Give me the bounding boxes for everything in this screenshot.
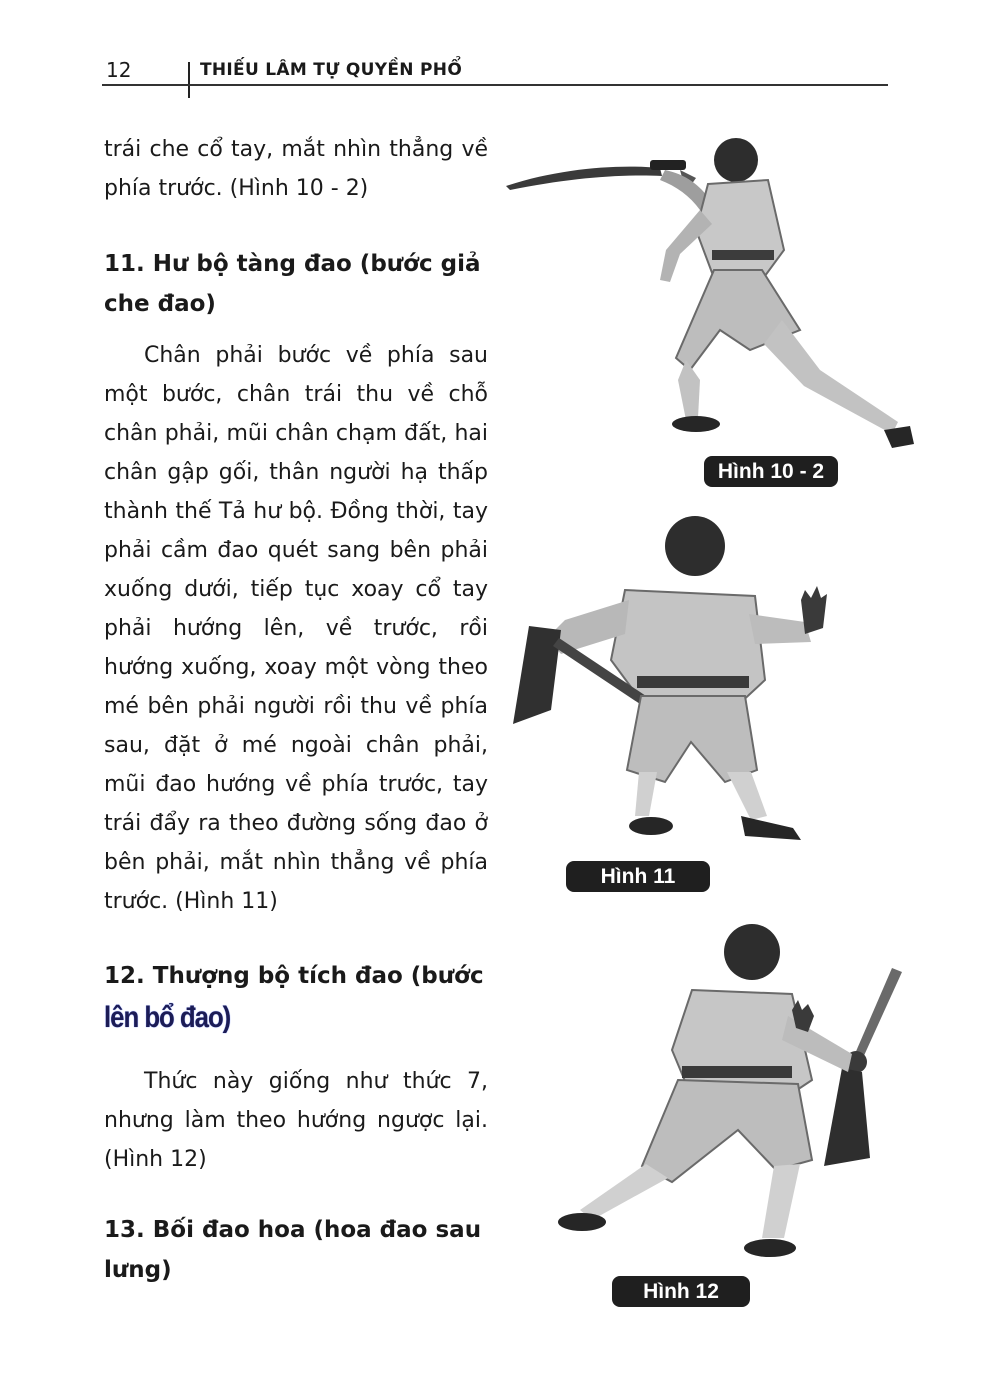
- figure-10-2: [500, 130, 930, 460]
- section-11: [104, 244, 488, 324]
- continuation-paragraph: trái che cổ tay, mắt nhìn thẳng về phía trước. (Hình 10 - 2): [104, 137, 488, 201]
- section-11-heading: 11. Hư bộ tàng đao (bước giả che đao): [104, 251, 481, 317]
- section-11-paragraph: Chân phải bước về phía sau một bước, chân trái thu về chỗ chân phải, mũi chân chạm đất, hai chân gập gối, thân người hạ thấp thành thế Tả hư bộ. Đồng thời, tay phải cầm đao quét sang bên phải xuống dưới, tiếp tục xoay cổ tay phải hướng lên, về trước, rồi hướng xuống, xoay một vòng theo mé bên phải người rồi thu về phía sau, đặt ở mé ngoài chân phải, mũi đao hướng về phía trước, tay trái đẩy ra theo đường sống đao ở bên phải, mắt nhìn thẳng về phía trước. (Hình 11): [104, 343, 488, 914]
- section-12-paragraph: Thức này giống như thức 7, nhưng làm theo hướng ngược lại. (Hình 12): [104, 1069, 488, 1172]
- section-13: [104, 1210, 488, 1290]
- section-12-heading-tail: lên bổ đao): [104, 1001, 231, 1034]
- figure-10-2-caption: Hình 10 - 2: [704, 456, 838, 487]
- figure-11: [505, 510, 835, 850]
- figure-12-caption: Hình 12: [612, 1276, 750, 1307]
- martial-artist-illustration: [505, 510, 835, 850]
- figure-11-caption: Hình 11: [566, 861, 710, 892]
- section-13-heading: 13. Bối đao hoa (hoa đao sau lưng): [104, 1217, 482, 1283]
- continuation-block: [104, 130, 488, 208]
- figure-12: [552, 920, 902, 1260]
- page-header: [102, 56, 888, 100]
- running-title: THIẾU LÂM TỰ QUYỀN PHỔ: [200, 60, 463, 80]
- section-12: [104, 956, 488, 1040]
- page-number: 12: [106, 58, 132, 82]
- section-12-heading: 12. Thượng bộ tích đao (bước: [104, 963, 484, 989]
- martial-artist-illustration: [552, 920, 902, 1260]
- header-rule: [102, 84, 888, 86]
- header-divider: [188, 62, 190, 98]
- martial-artist-illustration: [500, 130, 930, 460]
- section-11-body: [104, 336, 488, 921]
- section-12-body: [104, 1062, 488, 1179]
